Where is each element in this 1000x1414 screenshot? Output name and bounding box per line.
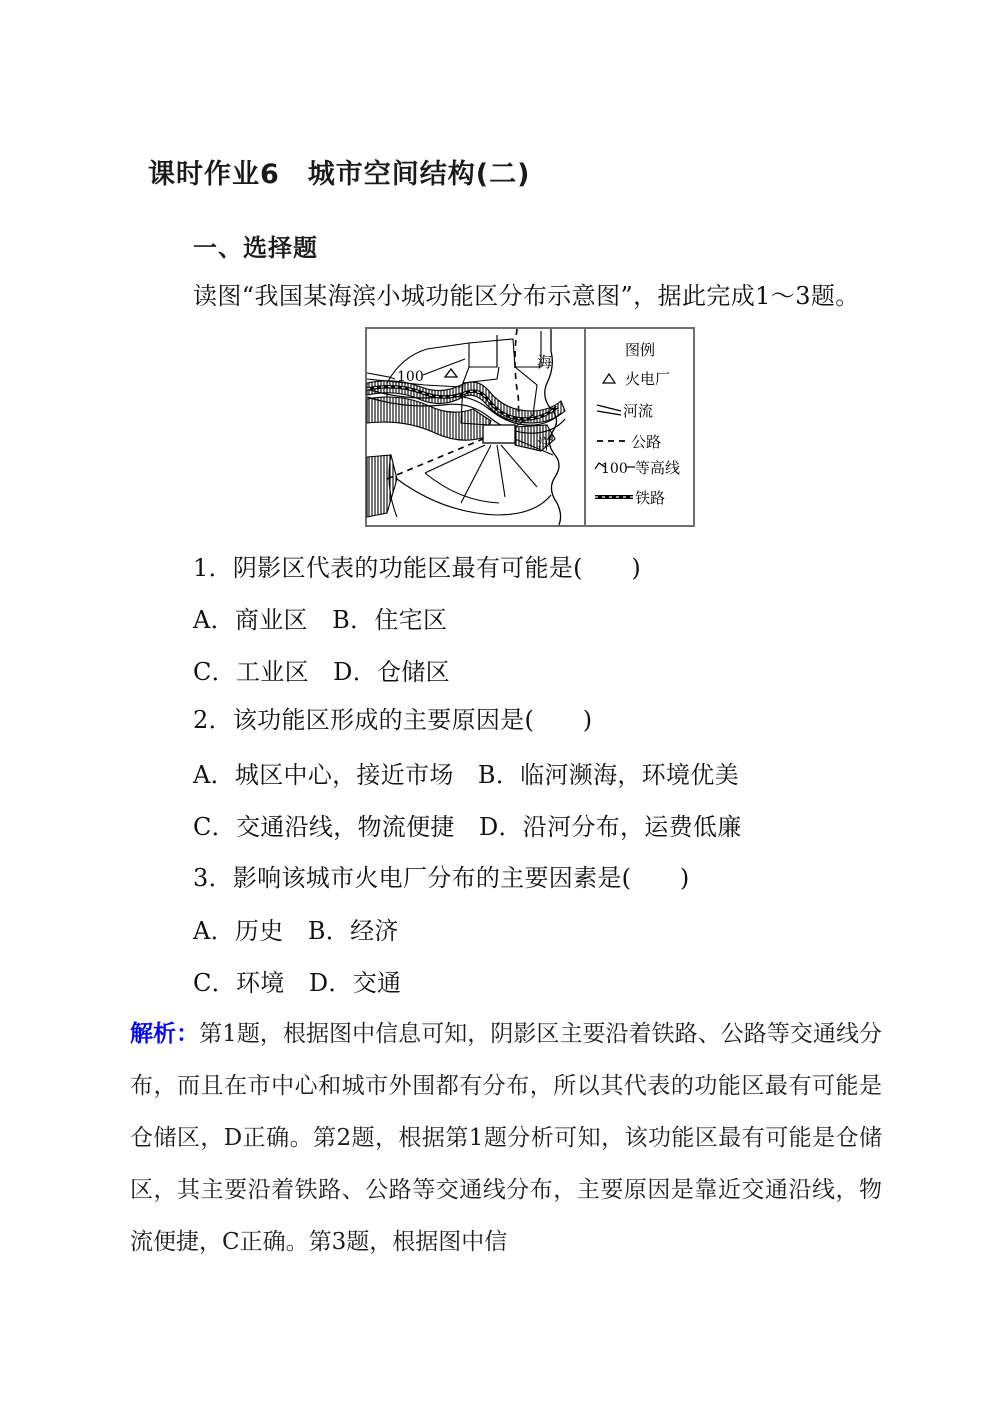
question-group-intro: 读图“我国某海滨小城功能区分布示意图”，据此完成1～3题。 (193, 282, 860, 310)
question-1-options-row-2[interactable]: C．工业区 D．仓储区 (193, 658, 450, 686)
contour-label-100: 100 (397, 369, 424, 385)
analysis-block (130, 1008, 882, 1268)
analysis-label: 解析： (130, 1021, 200, 1047)
question-3-options-row-1[interactable]: A．历史 B．经济 (193, 917, 399, 945)
legend-symbol-river-a (597, 405, 621, 411)
figure-legend (595, 341, 680, 507)
analysis-body: 第1题，根据图中信息可知，阴影区主要沿着铁路、公路等交通线分布，而且在市中心和城市外围都有分布，所以其代表的功能区最有可能是仓储区，D正确。第2题，根据第1题分析可知，该功能区最有可能是仓储区，其主要沿着铁路、公路等交通线分布，主要原因是靠近交通沿线，物流便捷，C正确。第3题，根据图中信 (130, 1021, 883, 1255)
question-3-stem: 3．影响该城市火电厂分布的主要因素是( ) (193, 864, 690, 892)
figure-drawing (365, 327, 695, 527)
question-1-options-row-1[interactable]: A．商业区 B．住宅区 (193, 606, 448, 634)
ocean-label-bottom: 洋 (537, 435, 553, 453)
contour-line-right (423, 359, 465, 375)
legend-label-road: 公路 (631, 433, 662, 451)
legend-label-railway: 铁路 (635, 489, 666, 507)
legend-symbol-power-plant (603, 374, 615, 383)
legend-title: 图例 (624, 341, 656, 359)
page-title: 课时作业6 城市空间结构(二) (148, 159, 531, 190)
legend-label-contour: 等高线 (635, 459, 681, 477)
ocean-label-top: 海 (537, 353, 553, 371)
station-block (483, 425, 515, 443)
question-2-stem: 2．该功能区形成的主要原因是( ) (193, 706, 593, 734)
legend-symbol-river-b (597, 411, 621, 415)
section-heading-multiple-choice: 一、选择题 (193, 234, 318, 262)
legend-label-power-plant: 火电厂 (625, 370, 671, 388)
question-1-stem: 1．阴影区代表的功能区最有可能是( ) (193, 554, 641, 582)
map-panel (367, 329, 565, 525)
power-plant-marker (445, 369, 457, 377)
shaded-zone-mid (367, 397, 491, 440)
legend-contour-value: 100 (601, 461, 628, 477)
shaded-zone-bottom-left (367, 455, 397, 517)
question-3-options-row-2[interactable]: C．环境 D．交通 (193, 969, 402, 997)
question-2-options-row-1[interactable]: A．城区中心，接近市场 B．临河濒海，环境优美 (193, 761, 739, 789)
legend-label-river: 河流 (623, 402, 654, 420)
figure-coastal-city-functional-zones (365, 327, 695, 527)
road-diagonal (387, 439, 483, 479)
question-2-options-row-2[interactable]: C．交通沿线，物流便捷 D．沿河分布，运费低廉 (193, 813, 742, 841)
